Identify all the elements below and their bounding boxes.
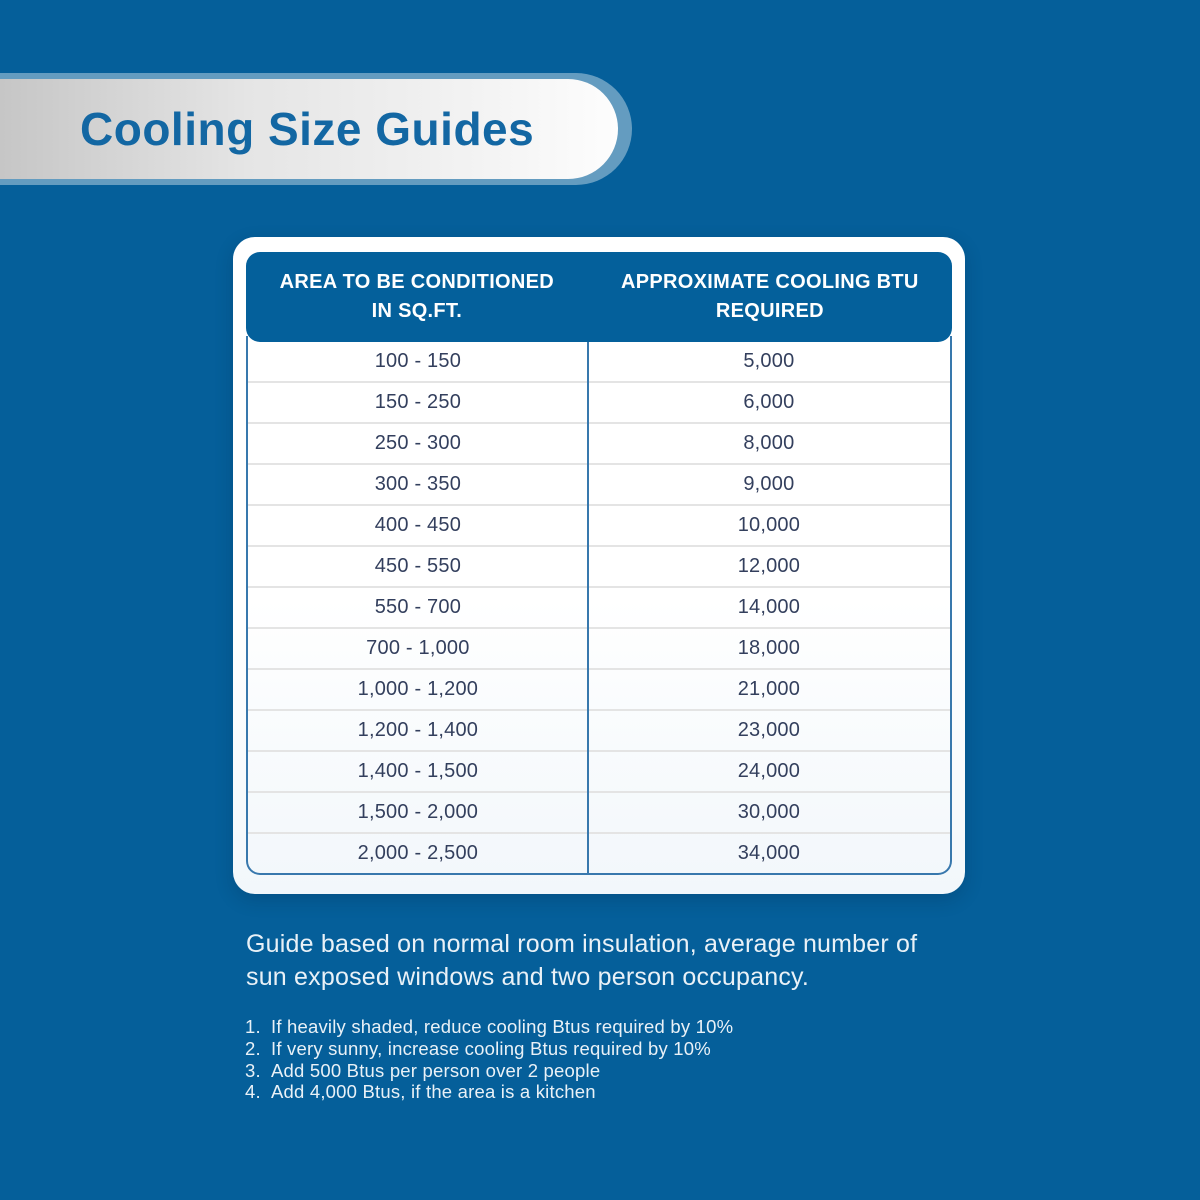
area-cell: 1,000 - 1,200 — [357, 678, 479, 700]
table-body — [246, 336, 952, 875]
area-cell: 1,500 - 2,000 — [357, 801, 479, 823]
btu-cell: 24,000 — [737, 760, 801, 782]
table-header-row — [246, 252, 952, 342]
header-btu-line1: APPROXIMATE COOLING BTU — [621, 271, 919, 293]
area-cell: 100 - 150 — [374, 350, 462, 372]
page-title: Cooling Size Guides — [80, 103, 535, 155]
btu-cell: 23,000 — [737, 719, 801, 741]
table-row — [248, 424, 950, 465]
column-divider — [587, 336, 589, 873]
table-card — [233, 237, 965, 894]
btu-cell: 9,000 — [743, 473, 795, 495]
area-cell: 250 - 300 — [374, 432, 462, 454]
note-text: Add 500 Btus per person over 2 people — [271, 1059, 601, 1081]
area-cell: 300 - 350 — [374, 473, 462, 495]
area-cell: 1,400 - 1,500 — [357, 760, 479, 782]
btu-cell: 12,000 — [737, 555, 801, 577]
note-item — [245, 1060, 733, 1082]
note-text: If very sunny, increase cooling Btus required by 10% — [271, 1037, 711, 1059]
btu-cell: 21,000 — [737, 678, 801, 700]
table-row — [248, 834, 950, 873]
btu-cell: 6,000 — [743, 391, 795, 413]
notes-list — [245, 1016, 733, 1103]
table-row — [248, 506, 950, 547]
table-row — [248, 711, 950, 752]
area-cell: 1,200 - 1,400 — [357, 719, 479, 741]
table-row — [248, 752, 950, 793]
table-row — [248, 793, 950, 834]
note-number: 2. — [245, 1037, 261, 1059]
area-cell: 400 - 450 — [374, 514, 462, 536]
guide-note: Guide based on normal room insulation, average number of sun exposed windows and two person occupancy. — [246, 930, 918, 991]
table-row — [248, 547, 950, 588]
note-item — [245, 1038, 733, 1060]
note-number: 1. — [245, 1016, 261, 1037]
btu-cell: 5,000 — [743, 350, 795, 372]
header-btu-line2: REQUIRED — [715, 300, 824, 322]
table-row — [248, 629, 950, 670]
note-number: 4. — [245, 1081, 261, 1103]
table-row — [248, 342, 950, 383]
header-area-column — [246, 268, 588, 326]
note-number: 3. — [245, 1059, 261, 1081]
table-row — [248, 383, 950, 424]
area-cell: 150 - 250 — [374, 391, 462, 413]
note-text: Add 4,000 Btus, if the area is a kitchen — [271, 1081, 596, 1103]
table-row — [248, 588, 950, 629]
area-cell: 700 - 1,000 — [366, 637, 470, 659]
note-item — [245, 1081, 733, 1103]
btu-cell: 30,000 — [737, 801, 801, 823]
btu-cell: 34,000 — [737, 842, 801, 864]
note-text: If heavily shaded, reduce cooling Btus required by 10% — [271, 1016, 734, 1037]
btu-cell: 8,000 — [743, 432, 795, 454]
area-cell: 2,000 - 2,500 — [357, 842, 479, 864]
table-row — [248, 670, 950, 711]
area-cell: 450 - 550 — [374, 555, 462, 577]
btu-cell: 18,000 — [737, 637, 801, 659]
table-row — [248, 465, 950, 506]
note-item — [245, 1016, 733, 1038]
btu-cell: 10,000 — [737, 514, 801, 536]
area-cell: 550 - 700 — [374, 596, 462, 618]
title-banner — [0, 79, 618, 179]
header-area-line1: AREA TO BE CONDITIONED — [279, 271, 555, 293]
header-btu-column — [588, 268, 952, 326]
header-area-line2: IN SQ.FT. — [371, 300, 463, 322]
cooling-size-table — [246, 252, 952, 875]
btu-cell: 14,000 — [737, 596, 801, 618]
